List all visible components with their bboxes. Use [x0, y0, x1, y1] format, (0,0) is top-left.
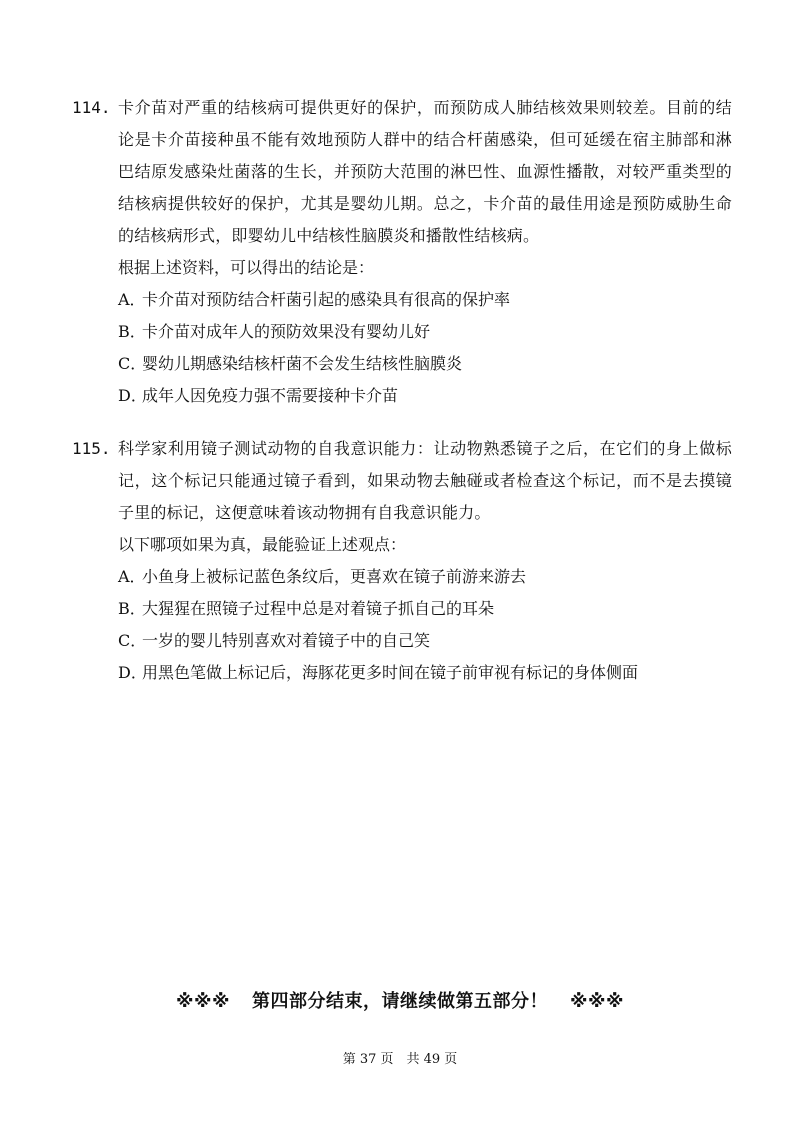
option-b: [118, 316, 732, 348]
question-stem: 科学家利用镜子测试动物的自我意识能力：让动物熟悉镜子之后，在它们的身上做标记，这个标记只能通过镜子看到，如果动物去触碰或者检查这个标记，而不是去摸镜子里的标记，这便意味着该动物拥有自我意识能力。: [118, 439, 732, 522]
question-number: 114.: [72, 98, 111, 117]
option-text: 婴幼儿期感染结核杆菌不会发生结核性脑膜炎: [142, 354, 463, 373]
option-list: [118, 561, 732, 689]
reference-marks-right: ※※※: [570, 991, 624, 1012]
option-letter: D．: [118, 386, 147, 405]
option-letter: C．: [118, 354, 147, 373]
option-b: [118, 593, 732, 625]
reference-marks-left: ※※※: [176, 991, 230, 1012]
question-number: 115.: [72, 439, 111, 458]
question-114: [72, 92, 732, 412]
question-stem: 卡介苗对严重的结核病可提供更好的保护，而预防成人肺结核效果则较差。目前的结论是卡介苗接种虽不能有效地预防人群中的结合杆菌感染，但可延缓在宿主肺部和淋巴结原发感染灶菌落的生长，并预防大范围的淋巴性、血源性播散，对较严重类型的结核病提供较好的保护，尤其是婴幼儿期。总之，卡介苗的最佳用途是预防威胁生命的结核病形式，即婴幼儿中结核性脑膜炎和播散性结核病。: [118, 98, 732, 245]
option-text: 卡介苗对成年人的预防效果没有婴幼儿好: [142, 322, 431, 341]
option-text: 大猩猩在照镜子过程中总是对着镜子抓自己的耳朵: [142, 599, 495, 618]
option-letter: A．: [118, 567, 146, 586]
question-prompt: 以下哪项如果为真，最能验证上述观点：: [118, 535, 407, 554]
option-letter: B．: [118, 322, 146, 341]
option-a: [118, 561, 732, 593]
option-text: 成年人因免疫力强不需要接种卡介苗: [142, 386, 399, 405]
page-number: 第 37 页 共 49 页: [342, 1052, 458, 1067]
section-end-banner: [0, 987, 800, 1013]
question-prompt: 根据上述资料，可以得出的结论是：: [118, 258, 375, 277]
option-list: [118, 284, 732, 412]
section-end-text: 第四部分结束，请继续做第五部分！: [252, 991, 548, 1012]
option-c: [118, 625, 732, 657]
option-d: [118, 380, 732, 412]
option-text: 一岁的婴儿特别喜欢对着镜子中的自己笑: [142, 631, 431, 650]
option-text: 卡介苗对预防结合杆菌引起的感染具有很高的保护率: [142, 290, 511, 309]
option-d: [118, 657, 732, 689]
option-a: [118, 284, 732, 316]
page-footer: [0, 1048, 800, 1067]
option-text: 小鱼身上被标记蓝色条纹后，更喜欢在镜子前游来游去: [142, 567, 527, 586]
question-115: [72, 433, 732, 689]
option-letter: D．: [118, 663, 147, 682]
option-letter: A．: [118, 290, 146, 309]
option-text: 用黑色笔做上标记后，海豚花更多时间在镜子前审视有标记的身体侧面: [142, 663, 639, 682]
option-letter: B．: [118, 599, 146, 618]
option-c: [118, 348, 732, 380]
option-letter: C．: [118, 631, 147, 650]
